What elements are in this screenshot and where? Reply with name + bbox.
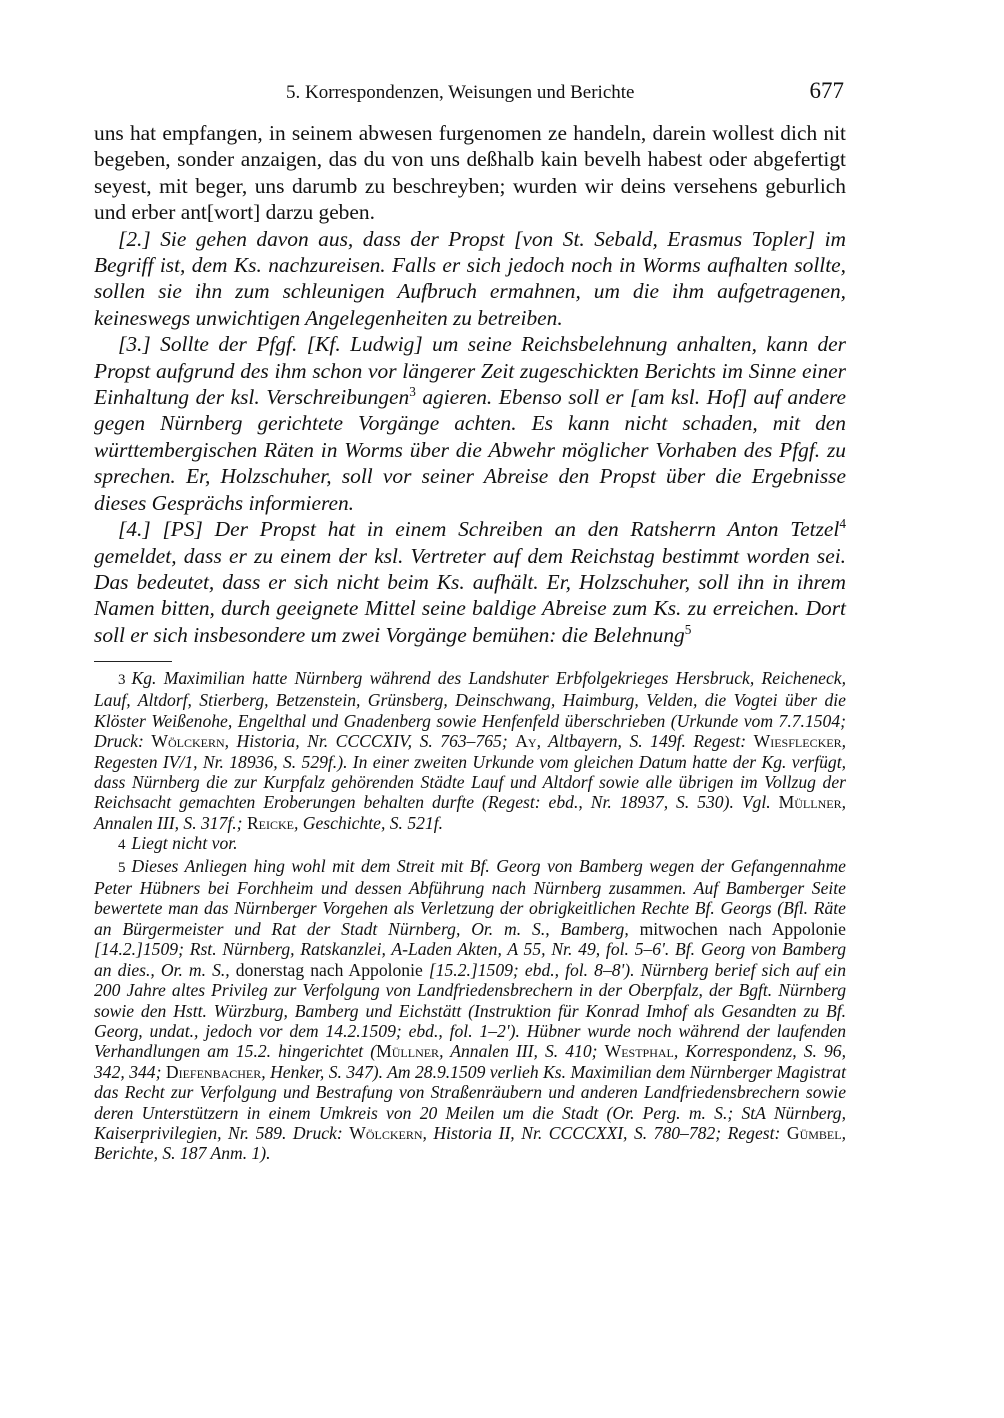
- footnote-text: , Altbayern, S. 149f. Regest:: [536, 731, 754, 752]
- paragraph-4-text-b: gemeldet, dass er zu einem der ksl. Vertreter auf dem Reichstag bestimmt worden sei. Das bedeutet, dass er sich nicht beim Ks. aufhält. Er, Holzschuher, soll ihn in ihrem Namen bitten, durch geeignete Mittel seine baldige Abreise zum Ks. zu erreichen. Dort soll er sich insbesondere um zwei Vorgänge bemühen: die Belehnung: [94, 543, 846, 647]
- footnote-text: Dieses Anliegen hing wohl mit dem Streit mit Bf. Georg von Bamberg wegen der Gefangennahme Peter Hübners bei Forchheim und dessen Abführung nach Nürnberg zusammen. Auf Bamberger Seite bewertete man das Nürnberger Vorgehen als Verletzung der obrigkeitlichen Rechte Bf. Georgs (Bfl. Räte an Bürgermeister und Rat der Stadt Nürnberg, Or. m. S., Bamberg,: [94, 855, 846, 939]
- footnote-ref-3[interactable]: 3: [409, 383, 416, 399]
- footnote-number: 5: [118, 859, 126, 876]
- footnote-text: , Korrespondenz, S. 96, 342, 344;: [94, 1041, 846, 1082]
- paragraph-3: [94, 331, 846, 516]
- author-name: Reicke: [246, 812, 294, 833]
- footnote-ref-4[interactable]: 4: [839, 515, 846, 531]
- source-quote: donerstag nach Appolonie: [235, 959, 423, 980]
- footnote-text: [15.2.]1509; ebd., fol. 8–8'). Nürnberg berief sich auf ein 200 Jahre altes Privileg zur Verfolgung von Landfriedensbrechern in der Oberpfalz, der Bgft. Nürnberg sowie den Hstt. Würzburg, Bamberg und Eichstätt (Instruktion für Konrad Imhof als Gesandten zu Bf. Georg, undat., jedoch vor dem 14.2.1509; ebd., fol. 1–2'). Hübner wurde noch während der laufenden Verhandlungen am 15.2. hingerichtet (: [94, 959, 846, 1062]
- footnote-text: , Henker, S. 347). Am 28.9.1509 verlieh Ks. Maximilian dem Nürnberger Magistrat das Recht zur Verfolgung und Bestrafung von Straßenräubern und anderen Landfriedensbrechern sowie deren Unterstützern in einem Umkreis von 20 Meilen um die Stadt (Or. Perg. m. S.; StA Nürnberg, Kaiserprivilegien, Nr. 589. Druck:: [94, 1061, 846, 1143]
- footnote-divider: [94, 661, 172, 662]
- footnote-text: Kg. Maximilian hatte Nürnberg während des Landshuter Erbfolgekrieges Hersbruck, Reicheneck, Lauf, Altdorf, Stierberg, Betzenstein, Grünsberg, Deinschwang, Haimburg, Velden, die Vogtei über die Klöster Weißenohe, Engelthal und Gnadenberg sowie Henfenfeld überschrieben (Urkunde vom 7.7.1504; Druck:: [94, 668, 846, 752]
- footnote-text: Liegt nicht vor.: [131, 833, 238, 854]
- footnote-text: [14.2.]1509; Rst. Nürnberg, Ratskanzlei, A-Laden Akten, A 55, Nr. 49, fol. 5–6'. Bf. Georg von Bamberg an dies., Or. m. S.,: [94, 939, 846, 980]
- footnote-number: 4: [118, 837, 126, 854]
- paragraph-2: [2.] Sie gehen davon aus, dass der Propst [von St. Sebald, Erasmus Topler] im Begriff ist, dem Ks. nachzureisen. Falls er sich jedoch noch in Worms aufhalten sollte, sollen sie ihn zum schleunigen Aufbruch ermahnen, um die ihm aufgetragenen, keineswegs unwichtigen Angelegenheiten zu betreiben.: [94, 226, 846, 330]
- footnote-text: , Geschichte, S. 521f.: [294, 812, 444, 833]
- paragraph-4-text-a: [4.] [PS] Der Propst hat in einem Schreiben an den Ratsherrn Anton Tetzel: [118, 517, 840, 542]
- footnote-text: , Historia, Nr. CCCCXIV, S. 763–765;: [224, 731, 516, 752]
- footnote-5: [94, 856, 846, 1164]
- footnote-3: [94, 668, 846, 833]
- footnote-ref-5[interactable]: 5: [684, 621, 692, 637]
- footnote-text: , Berichte, S. 187 Anm. 1).: [94, 1122, 847, 1164]
- running-title: 5. Korrespondenzen, Weisungen und Berichte: [286, 82, 635, 103]
- author-name: Wölckern: [151, 731, 225, 752]
- footnote-number: 3: [118, 672, 126, 688]
- main-text: [94, 120, 846, 648]
- author-name: Wölckern: [349, 1122, 423, 1143]
- paragraph-3-text-a: [3.] Sollte der Pfgf. [Kf. Ludwig] um seine Reichsbelehnung anhalten, kann der Propst aufgrund des ihm schon vor längerer Zeit zugeschickten Berichts im Sinne einer Einhaltung der ksl. Verschreibungen: [94, 332, 846, 410]
- footnote-text: , Regesten IV/1, Nr. 18936, S. 529f.). In einer zweiten Urkunde vom gleichen Datum hatte der Kg. verfügt, dass Nürnberg die zur Kurpfalz gehörenden Städte Lauf und Altdorf sowie alle übrigen im Vollzug der Reichsacht gemachten Eroberungen behalten durfte (Regest: ebd., Nr. 18937, S. 530). Vgl.: [94, 731, 846, 813]
- footnote-text: , Annalen III, S. 317f.;: [94, 792, 846, 833]
- footnote-4: [94, 833, 846, 855]
- author-name: Wiesflecker: [753, 731, 842, 752]
- author-name: Diefenbacher: [165, 1061, 262, 1082]
- footnotes: [94, 668, 846, 1164]
- author-name: Westphal: [604, 1041, 674, 1062]
- author-name: Ay: [515, 731, 537, 752]
- author-name: Müllner: [376, 1041, 440, 1062]
- footnote-text: , Annalen III, S. 410;: [439, 1041, 605, 1062]
- page-number: 677: [809, 78, 844, 103]
- footnote-text: , Historia II, Nr. CCCCXXI, S. 780–782; Regest:: [422, 1122, 787, 1143]
- source-quote: mitwochen nach Appolonie: [639, 918, 846, 939]
- paragraph-1: uns hat empfangen, in seinem abwesen furgenomen ze handeln, darein wollest dich nit begeben, sonder anzaigen, das du von uns deßhalb kain bevelh habest oder abgefertigt seyest, mit beger, uns darumb zu beschreyben; wurden wir deins versehens geburlich und erber ant[wort] darzu geben.: [94, 121, 846, 225]
- author-name: Müllner: [778, 792, 842, 813]
- paragraph-3-text-b: agieren. Ebenso soll er [am ksl. Hof] auf andere gegen Nürnberg gerichtete Vorgänge achten. Es kann nicht schaden, mit den württembergischen Räten in Worms über die Abwehr möglicher Vorhaben des Pfgf. zu sprechen. Er, Holzschuher, soll vor seiner Abreise den Propst über die Ergebnisse dieses Gesprächs informieren.: [94, 385, 846, 515]
- author-name: Gümbel: [786, 1122, 842, 1143]
- paragraph-4: [94, 516, 846, 648]
- page-header: [94, 78, 846, 108]
